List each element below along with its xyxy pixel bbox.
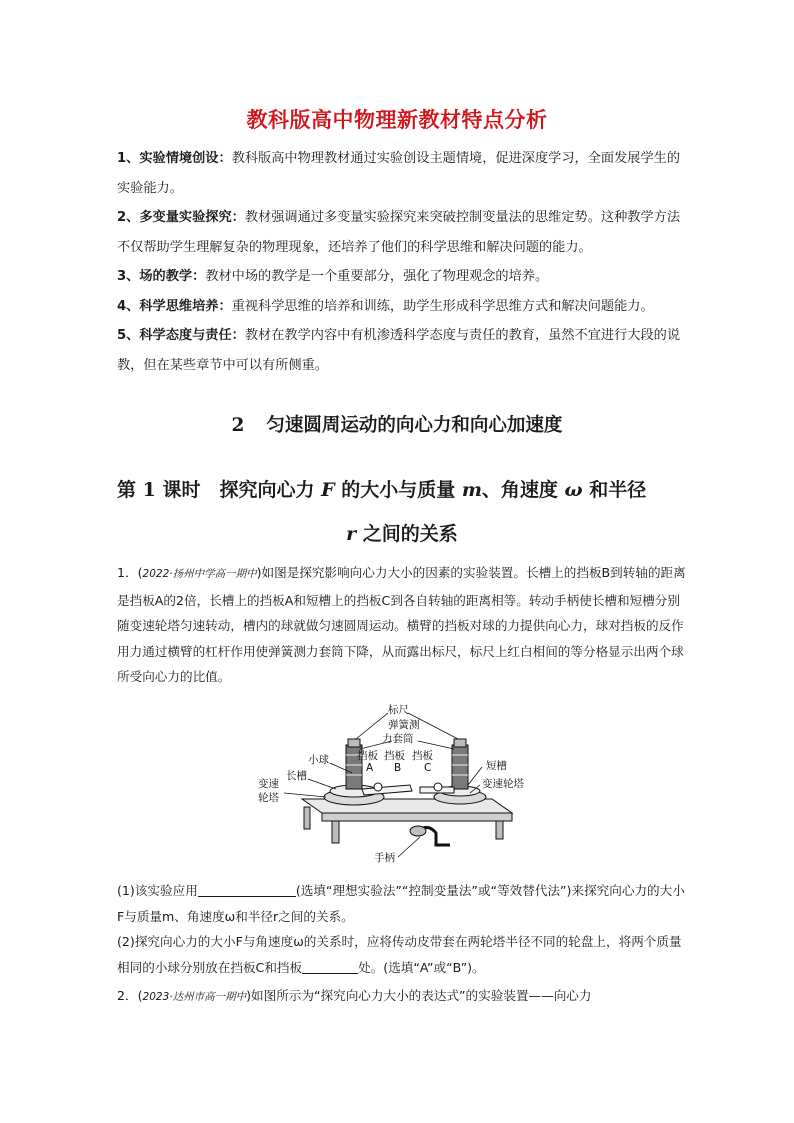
question-number: 1．( xyxy=(117,565,143,580)
point-head: 1、实验情境创设： xyxy=(117,151,232,166)
label-handle: 手柄 xyxy=(374,852,395,863)
label-c: C xyxy=(424,762,432,774)
label-plate-c: 挡板 xyxy=(412,750,433,762)
lesson-line-1 xyxy=(117,468,687,512)
lesson-line-2 xyxy=(117,512,687,556)
lesson-text: 和半径 xyxy=(582,479,647,501)
point-text: 教科版高中物理教材通过实验创设主题情境，促进深度学习，全面发展学生的实验能力。 xyxy=(117,151,681,196)
label-b: B xyxy=(394,762,402,774)
point-head: 2、多变量实验探究： xyxy=(117,210,245,225)
section-title: 匀速圆周运动的向心力和向心加速度 xyxy=(266,415,563,436)
section-number: 2 xyxy=(231,415,245,436)
label-plate-b: 挡板 xyxy=(384,750,405,762)
label-long-slot: 长槽 xyxy=(286,770,307,782)
point-text: 教材中场的教学是一个重要部分，强化了物理观念的培养。 xyxy=(205,269,549,284)
label-tower-2: 轮塔 xyxy=(258,792,279,804)
lesson-text: 之间的关系 xyxy=(356,523,458,545)
point-3 xyxy=(117,262,687,292)
label-spring-1: 弹簧测 xyxy=(388,719,420,731)
question-source: 2022·扬州中学高一期中 xyxy=(142,568,257,580)
point-head: 5、科学态度与责任： xyxy=(117,328,245,343)
point-text: 重视科学思维的培养和训练，助学生形成科学思维方式和解决问题能力。 xyxy=(231,298,654,314)
answer-blank-1[interactable] xyxy=(198,882,296,897)
label-biaochi: 标尺 xyxy=(388,704,409,716)
symbol-omega: ω xyxy=(564,479,583,501)
lesson-heading xyxy=(117,468,687,556)
question-body: )如图所示为“探究向心力大小的表达式”的实验装置——向心力 xyxy=(246,988,592,1003)
part-text: (2)探究向心力的大小F与角速度ω的关系时，应将传动皮带套在两轮塔半径不同的轮盘上，将两个质量相同的小球分别放在挡板C和挡板 xyxy=(117,934,682,975)
symbol-m: m xyxy=(461,479,482,501)
label-short-slot: 短槽 xyxy=(486,760,507,772)
question-1 xyxy=(117,560,687,690)
part-text: 处。(选填“A”或“B”)。 xyxy=(358,959,485,975)
point-1 xyxy=(117,144,687,203)
label-tower-right: 变速轮塔 xyxy=(482,778,524,790)
document-title: 教科版高中物理新教材特点分析 xyxy=(246,108,548,132)
symbol-f: F xyxy=(321,479,335,501)
label-a: A xyxy=(366,762,374,774)
lesson-text: 的大小与质量 xyxy=(334,479,462,501)
label-spring-2: 力套筒 xyxy=(382,733,414,745)
section-heading xyxy=(0,411,794,437)
question-number: 2．( xyxy=(117,988,143,1003)
question-1-part-1 xyxy=(117,878,687,929)
point-text: 教材在教学内容中有机渗透科学态度与责任的教育，虽然不宜进行大段的说教，但在某些章节中可以有所侧重。 xyxy=(117,328,681,373)
centripetal-apparatus-figure xyxy=(242,703,562,863)
question-1-stem xyxy=(117,560,687,690)
point-5 xyxy=(117,321,687,380)
point-head: 4、科学思维培养： xyxy=(117,298,232,314)
question-1-part-2 xyxy=(117,929,687,980)
feature-points xyxy=(117,144,687,380)
point-head: 3、场的教学： xyxy=(117,269,206,284)
symbol-r: r xyxy=(346,523,357,545)
part-text: (1)该实验应用 xyxy=(117,883,198,898)
lesson-text: 、角速度 xyxy=(481,479,565,501)
label-plate-a: 挡板 xyxy=(357,750,378,762)
part-text: (选填“理想实验法”“控制变量法”或“等效替代法”)来探究向心力的大小F与质量m、角速度ω和半径r之间的关系。 xyxy=(117,883,685,924)
question-source: 2023·达州市高一期中 xyxy=(142,991,247,1003)
lesson-text: 第 1 课时 探究向心力 xyxy=(117,479,322,501)
point-2 xyxy=(117,203,687,262)
point-text: 教材强调通过多变量实验探究来突破控制变量法的思维定势。这种教学方法不仅帮助学生理解复杂的物理现象，还培养了他们的科学思维和解决问题的能力。 xyxy=(117,210,681,255)
label-ball: 小球 xyxy=(308,754,329,766)
point-4 xyxy=(117,292,687,322)
question-body: )如图是探究影响向心力大小的因素的实验装置。长槽上的挡板B到转轴的距离是挡板A的2倍，长槽上的挡板A和短槽上的挡板C到各自转轴的距离相等。转动手柄使长槽和短槽分别随变速轮塔匀速转动，槽内的球就做匀速圆周运动。横臂的挡板对球的力提供向心力，球对挡板的反作用力通过横臂的杠杆作用使弹簧测力套筒下降，从而露出标尺，标尺上红白相间的等分格显示出两个球所受向心力的比值。 xyxy=(117,565,686,684)
question-2 xyxy=(117,983,687,1011)
answer-blank-2[interactable] xyxy=(302,959,358,974)
label-tower-1: 变速 xyxy=(258,778,279,790)
question-1-parts xyxy=(117,878,687,1011)
